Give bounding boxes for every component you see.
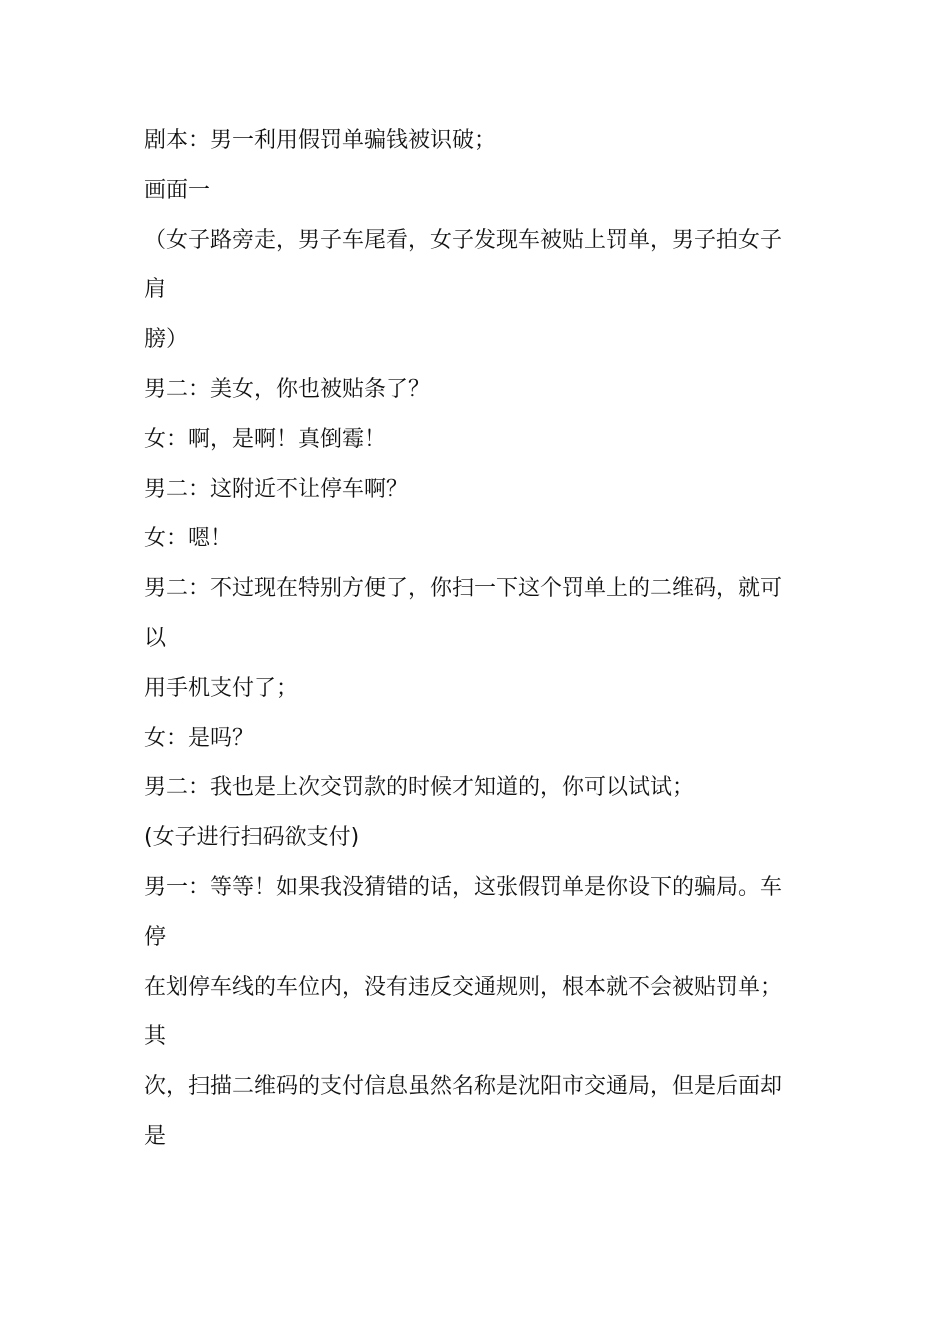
dialogue-line: 男二：这附近不让停车啊？ [144, 476, 409, 502]
dialogue-line: 女：啊，是啊！真倒霉！ [144, 426, 387, 452]
document-body [144, 116, 804, 1162]
dialogue-line: 男一：等等！如果我没猜错的话，这张假罚单是你设下的骗局。车 [144, 874, 783, 900]
dialogue-line: 在划停车线的车位内，没有违反交通规则，根本就不会被贴罚单； [144, 974, 783, 1000]
stage-direction-line: 膀） [144, 327, 189, 353]
dialogue-line: 用手机支付了； [144, 675, 299, 701]
scene-heading: 画面一 [144, 177, 211, 203]
dialogue-line: 以 [144, 625, 167, 651]
stage-direction-line: （女子路旁走，男子车尾看，女子发现车被贴上罚单，男子拍女子 [144, 227, 783, 253]
dialogue-line: 男二：美女，你也被贴条了？ [144, 376, 431, 402]
dialogue-line: 次，扫描二维码的支付信息虽然名称是沈阳市交通局，但是后面却 [144, 1074, 783, 1100]
dialogue-line: 停 [144, 924, 167, 950]
stage-direction-line: 肩 [144, 277, 167, 303]
dialogue-line: 男二：不过现在特别方便了，你扫一下这个罚单上的二维码，就可 [144, 576, 783, 602]
dialogue-line: 女：是吗？ [144, 725, 255, 751]
dialogue-line: 其 [144, 1024, 167, 1050]
stage-direction-line: (女子进行扫码欲支付) [144, 825, 360, 851]
dialogue-line: 女：嗯！ [144, 526, 233, 552]
dialogue-line: 男二：我也是上次交罚款的时候才知道的，你可以试试； [144, 775, 695, 801]
dialogue-line: 是 [144, 1123, 167, 1149]
script-title: 剧本：男一利用假罚单骗钱被识破； [144, 128, 497, 153]
